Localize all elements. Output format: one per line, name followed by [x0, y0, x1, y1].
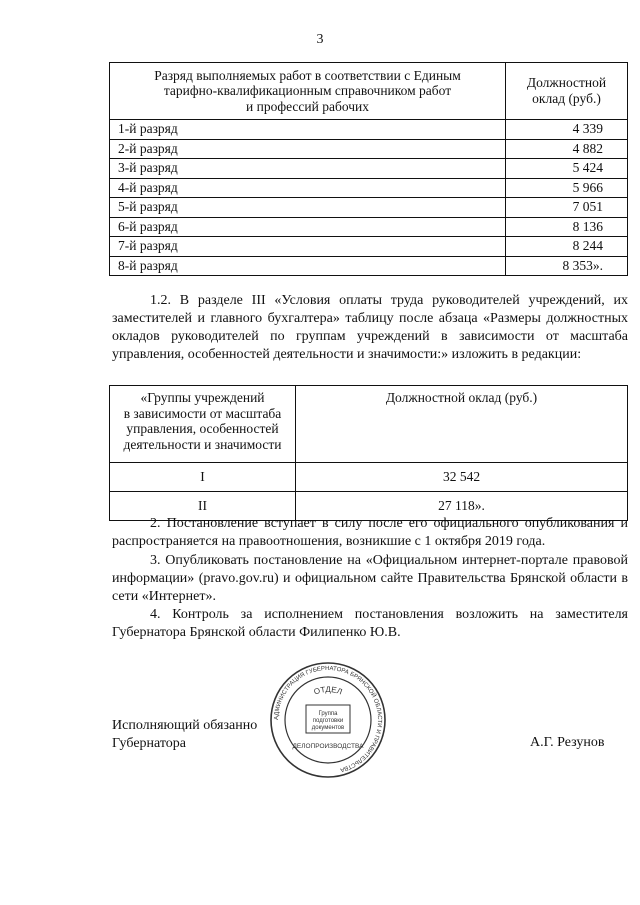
stamp-box-line3: документов	[311, 725, 345, 731]
grade-column-header: Разряд выполняемых работ в соответствии с Единым тарифно-квалификационным справочником работ и профессий рабочих	[110, 63, 506, 120]
salary-column-header: Должностной оклад (руб.)	[296, 386, 628, 463]
table-row	[110, 256, 628, 276]
salary-cell: 5 424	[506, 159, 628, 179]
table-row	[110, 198, 628, 218]
group-cell: II	[110, 492, 296, 521]
salary-cell: 5 966	[506, 178, 628, 198]
stamp-line1: ОТДЕЛ	[312, 684, 344, 697]
table-header-row	[110, 386, 628, 463]
table-row	[110, 217, 628, 237]
paragraph-3: 3. Опубликовать постановление на «Официальном интернет-портале правовой информации» (pravo.gov.ru) и официальном сайте Правительства Брянской области в сети «Интернет».	[112, 553, 628, 604]
salary-cell: 4 882	[506, 139, 628, 159]
group-column-header: «Группы учреждений в зависимости от масштаба управления, особенностей деятельности и значимости	[110, 386, 296, 463]
table-row	[110, 178, 628, 198]
grade-cell: 6-й разряд	[110, 217, 506, 237]
svg-text:ОТДЕЛ	[313, 685, 344, 697]
salary-cell: 8 353».	[506, 256, 628, 276]
stamp-seal	[268, 660, 388, 780]
stamp-line2: ДЕЛОПРОИЗВОДСТВА	[292, 743, 364, 750]
grade-cell: 1-й разряд	[110, 120, 506, 140]
paragraph-4: 4. Контроль за исполнением постановления возложить на заместителя Губернатора Брянской области Филипенко Ю.В.	[112, 607, 628, 640]
table-row	[110, 237, 628, 257]
salary-cell: 32 542	[296, 463, 628, 492]
grade-cell: 4-й разряд	[110, 178, 506, 198]
table-row	[110, 139, 628, 159]
signatory-name: А.Г. Резунов	[530, 735, 605, 750]
table-row	[110, 159, 628, 179]
table-row	[110, 120, 628, 140]
salary-cell: 8 136	[506, 217, 628, 237]
salary-cell: 7 051	[506, 198, 628, 218]
table-header-row	[110, 63, 628, 120]
grade-cell: 3-й разряд	[110, 159, 506, 179]
stamp-outer-text: АДМИНИСТРАЦИЯ ГУБЕРНАТОРА БРЯНСКОЙ ОБЛАСТИ И ПРАВИТЕЛЬСТВА	[273, 665, 383, 773]
grade-salary-table	[109, 62, 628, 276]
grade-cell: 7-й разряд	[110, 237, 506, 257]
signatory-position: Исполняющий обязанно Губернатора	[112, 718, 258, 751]
stamp-box-line1: Группа	[318, 711, 338, 717]
page-number: 3	[316, 32, 324, 47]
group-cell: I	[110, 463, 296, 492]
stamp-box-line2: подготовки	[312, 718, 344, 724]
salary-cell: 27 118».	[296, 492, 628, 521]
paragraph-2: 2. Постановление вступает в силу после его официального опубликования и распространяется на правоотношения, возникшие с 1 октября 2019 года.	[112, 516, 628, 549]
group-salary-table	[109, 385, 628, 521]
table-row	[110, 463, 628, 492]
grade-cell: 5-й разряд	[110, 198, 506, 218]
paragraph-1-2: 1.2. В разделе III «Условия оплаты труда руководителей учреждений, их заместителей и главного бухгалтера» таблицу после абзаца «Размеры должностных окладов руководителей по группам учреждений в зависимости от масштаба управления, особенностей деятельности и значимости:» изложить в редакции:	[112, 293, 628, 362]
salary-column-header: Должностной оклад (руб.)	[506, 63, 628, 120]
salary-cell: 8 244	[506, 237, 628, 257]
grade-cell: 8-й разряд	[110, 256, 506, 276]
salary-cell: 4 339	[506, 120, 628, 140]
grade-cell: 2-й разряд	[110, 139, 506, 159]
